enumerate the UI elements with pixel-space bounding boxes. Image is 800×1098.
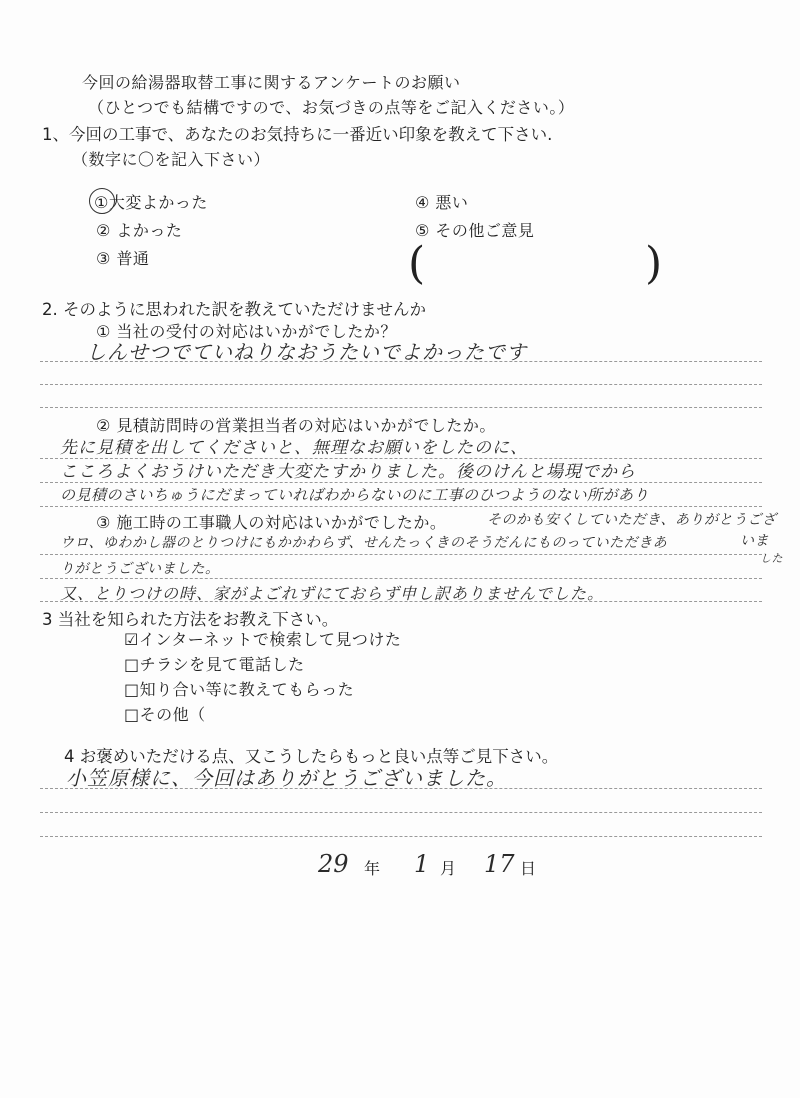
answer-2-3-inline: そのかも安くしていただき、ありがとうござ [487, 512, 777, 528]
date-month-value: 1 [414, 850, 430, 878]
question-2-sub-1: ① 当社の受付の対応はいかがでしたか？ [96, 322, 397, 341]
answer-line [40, 361, 762, 362]
answer-2-2-line-2: こころよくおうけいただき大変たすかりました。後のけんと場現でから [60, 462, 636, 482]
date-year-label: 年 [364, 859, 381, 878]
date-day-label: 日 [520, 859, 537, 878]
answer-line [40, 384, 762, 385]
answer-line [40, 601, 762, 602]
answer-line [40, 578, 762, 579]
answer-2-3-line-1: ウロ、ゆわかし器のとりつけにもかかわらず、せんたっくきのそうだんにものっていただきありがとうございました。 [60, 535, 668, 577]
q3-option-other[interactable]: □その他（ [124, 705, 206, 724]
answer-2-2-line-1: 先に見積を出してくださいと、無理なお願いをしたのに、 [60, 438, 528, 458]
question-1: 1、今回の工事で、あなたのお気持ちに一番近い印象を教えて下さい. [42, 125, 553, 144]
question-1-instruction: （数字に〇を記入下さい） [72, 150, 271, 169]
answer-line [40, 554, 762, 555]
q3-option-acquaintance[interactable]: □知り合い等に教えてもらった [124, 680, 355, 699]
answer-line [40, 836, 762, 837]
date-year-value: 29 [318, 850, 349, 878]
answer-line [40, 506, 762, 507]
answer-line [40, 812, 762, 813]
answer-2-3-line-2: 又、とりつけの時、家がよごれずにておらず申し訳ありませんでした。 [60, 584, 605, 603]
question-3: 3 当社を知られた方法をお教え下さい。 [42, 610, 339, 629]
date-day-value: 17 [484, 850, 515, 878]
answer-line [40, 482, 762, 483]
answer-2-3-margin-2: した [760, 552, 783, 565]
answer-line [40, 407, 762, 408]
date-month-label: 月 [440, 859, 457, 878]
answer-2-3-margin-1: いま [740, 533, 769, 549]
answer-2-2-line-3: の見積のさいちゅうにだまっていればわからないのに工事のひつようのない所があり [60, 486, 650, 504]
question-2-sub-3: ③ 施工時の工事職人の対応はいかがでしたか。 [96, 513, 447, 532]
answer-4: 小笠原様に、今回はありがとうございました。 [66, 766, 507, 790]
q3-option-internet[interactable]: ☑インターネットで検索して見つけた [124, 630, 402, 649]
question-2: 2. そのように思われた訳を教えていただけませんか [42, 300, 426, 319]
q1-option-4[interactable]: ④ 悪い [415, 193, 469, 212]
q1-option-3[interactable]: ③ 普通 [96, 249, 150, 268]
answer-line [40, 458, 762, 459]
question-2-sub-2: ② 見積訪問時の営業担当者の対応はいかがでしたか。 [96, 416, 496, 435]
question-4: 4 お褒めいただける点、又こうしたらもっと良い点等ご見下さい。 [64, 747, 559, 766]
q1-option-5[interactable]: ⑤ その他ご意見 [415, 221, 535, 240]
close-paren: ) [645, 238, 663, 289]
q1-option-1[interactable]: ①大変よかった [94, 193, 208, 212]
q1-option-2[interactable]: ② よかった [96, 221, 183, 240]
survey-title: 今回の給湯器取替工事に関するアンケートのお願い [82, 73, 461, 92]
q3-option-flyer[interactable]: □チラシを見て電話した [124, 655, 305, 674]
survey-subtitle: （ひとつでも結構ですので、お気づきの点等をご記入ください。） [88, 98, 575, 117]
answer-line [40, 788, 762, 789]
open-paren: ( [408, 238, 426, 289]
answer-2-1: しんせつでていねりなおうたいでよかったです [86, 340, 527, 364]
